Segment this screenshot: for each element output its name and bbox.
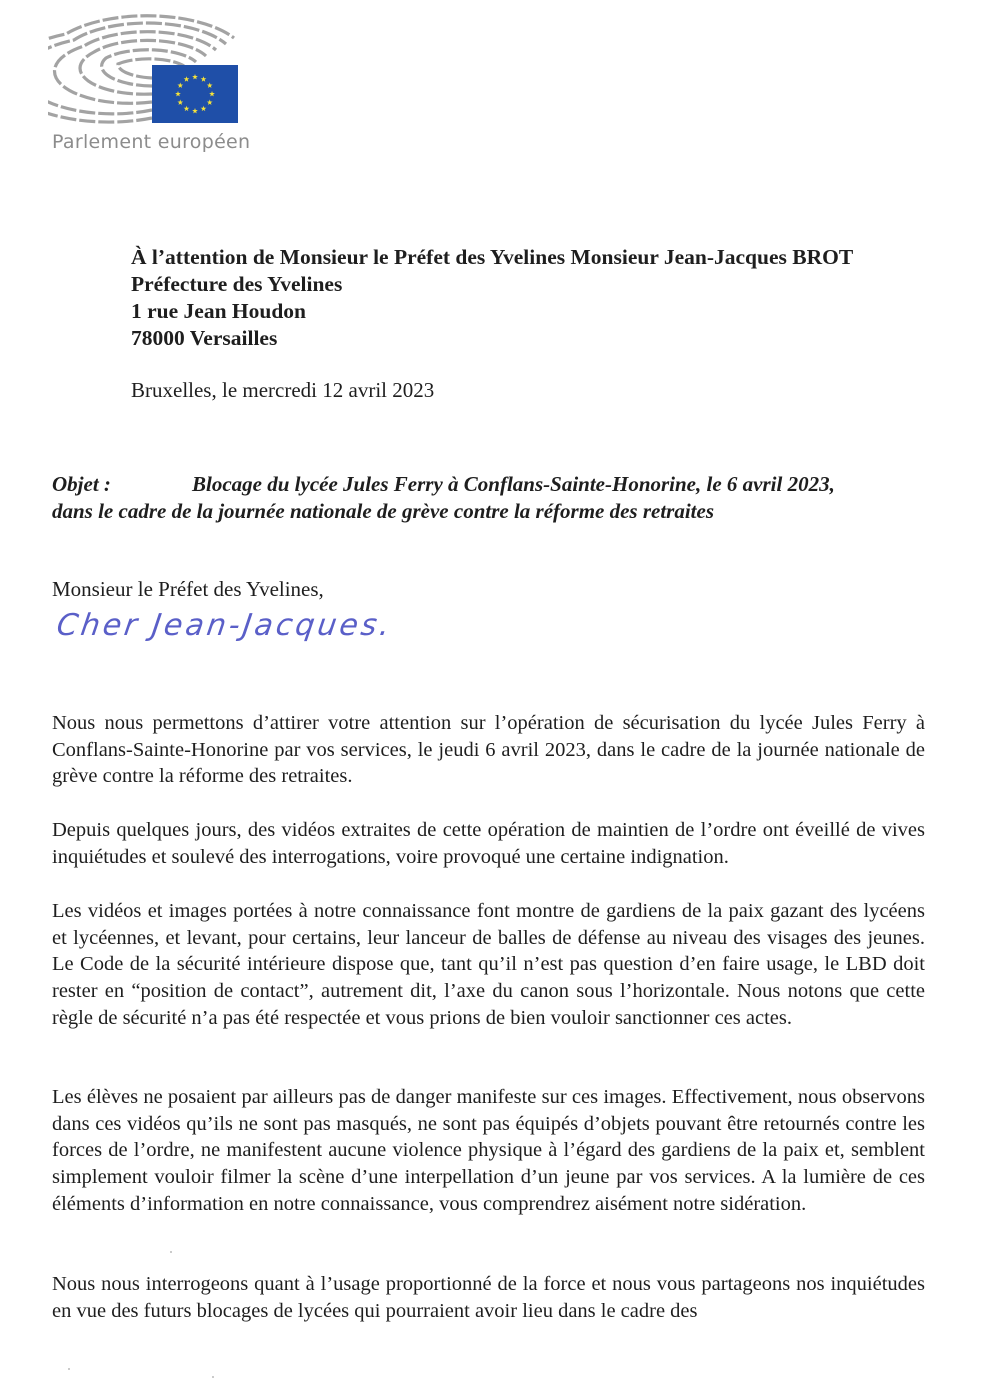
recipient-line: 78000 Versailles <box>131 326 278 350</box>
body-paragraph: Nous nous permettons d’attirer votre attention sur l’opération de sécurisation du lycée Jules Ferry à Conflans-Sainte-Honorine par vos services, le jeudi 6 avril 2023, dans le cadre de la journée nationale de grève contre la réforme des retraites. <box>52 712 925 788</box>
body-paragraph: Depuis quelques jours, des vidéos extraites de cette opération de maintien de l’ordre ont éveillé de vives inquiétudes et soulevé des interrogations, voire provoqué une certaine indignation. <box>52 819 925 868</box>
scan-speck <box>212 1376 214 1378</box>
recipient-line: 1 rue Jean Houdon <box>131 299 307 323</box>
subject-block <box>52 471 932 525</box>
european-parliament-hemicycle-icon <box>48 14 248 129</box>
recipient-line: Préfecture des Yvelines <box>131 272 343 296</box>
logo-text: Parlement européen <box>52 131 251 153</box>
handwritten-greeting: Cher Jean-Jacques. <box>54 608 395 643</box>
recipient-address-block <box>131 244 853 352</box>
body-paragraph: Nous nous interrogeons quant à l’usage proportionné de la force et nous vous partageons nos inquiétudes en vue des futurs blocages de lycées qui pourraient avoir lieu dans le cadre des <box>52 1273 925 1322</box>
scan-speck <box>68 1368 70 1370</box>
date-line: Bruxelles, le mercredi 12 avril 2023 <box>131 378 435 402</box>
subject-text-line-1: Blocage du lycée Jules Ferry à Conflans-Sainte-Honorine, le 6 avril 2023, <box>192 472 835 496</box>
recipient-line: À l’attention de Monsieur le Préfet des Yvelines Monsieur Jean-Jacques BROT <box>131 245 854 269</box>
subject-label: Objet : <box>52 472 111 496</box>
body-paragraph: Les vidéos et images portées à notre connaissance font montre de gardiens de la paix gazant des lycéens et lycéennes, et levant, pour certains, leur lanceur de balles de défense au niveau des visages des jeunes. Le Code de la sécurité intérieure dispose que, tant qu’il n’est pas question d’en faire usage, le LBD doit rester en “position de contact”, autrement dit, l’axe du canon sous l’horizontale. Nous notons que cette règle de sécurité n’a pas été respectée et vous prions de bien vouloir sanctionner ces actes. <box>52 900 925 1029</box>
salutation: Monsieur le Préfet des Yvelines, <box>52 577 324 601</box>
subject-text-line-2: dans le cadre de la journée nationale de grève contre la réforme des retraites <box>52 499 715 523</box>
eu-flag-icon <box>152 65 238 123</box>
scan-speck <box>170 1251 172 1253</box>
body-paragraph: Les élèves ne posaient par ailleurs pas de danger manifeste sur ces images. Effectivement, nous observons dans ces vidéos qu’ils ne sont pas masqués, ne sont pas équipés d’objets pouvant être retournés contre les forces de l’ordre, ne manifestent aucune violence physique à l’égard des gardiens de la paix et, semblent simplement vouloir filmer la scène d’une interpellation d’un jeune par vos services. A la lumière de ces éléments d’information en notre connaissance, vous comprendrez aisément notre sidération. <box>52 1086 925 1215</box>
european-parliament-logo <box>48 14 251 164</box>
